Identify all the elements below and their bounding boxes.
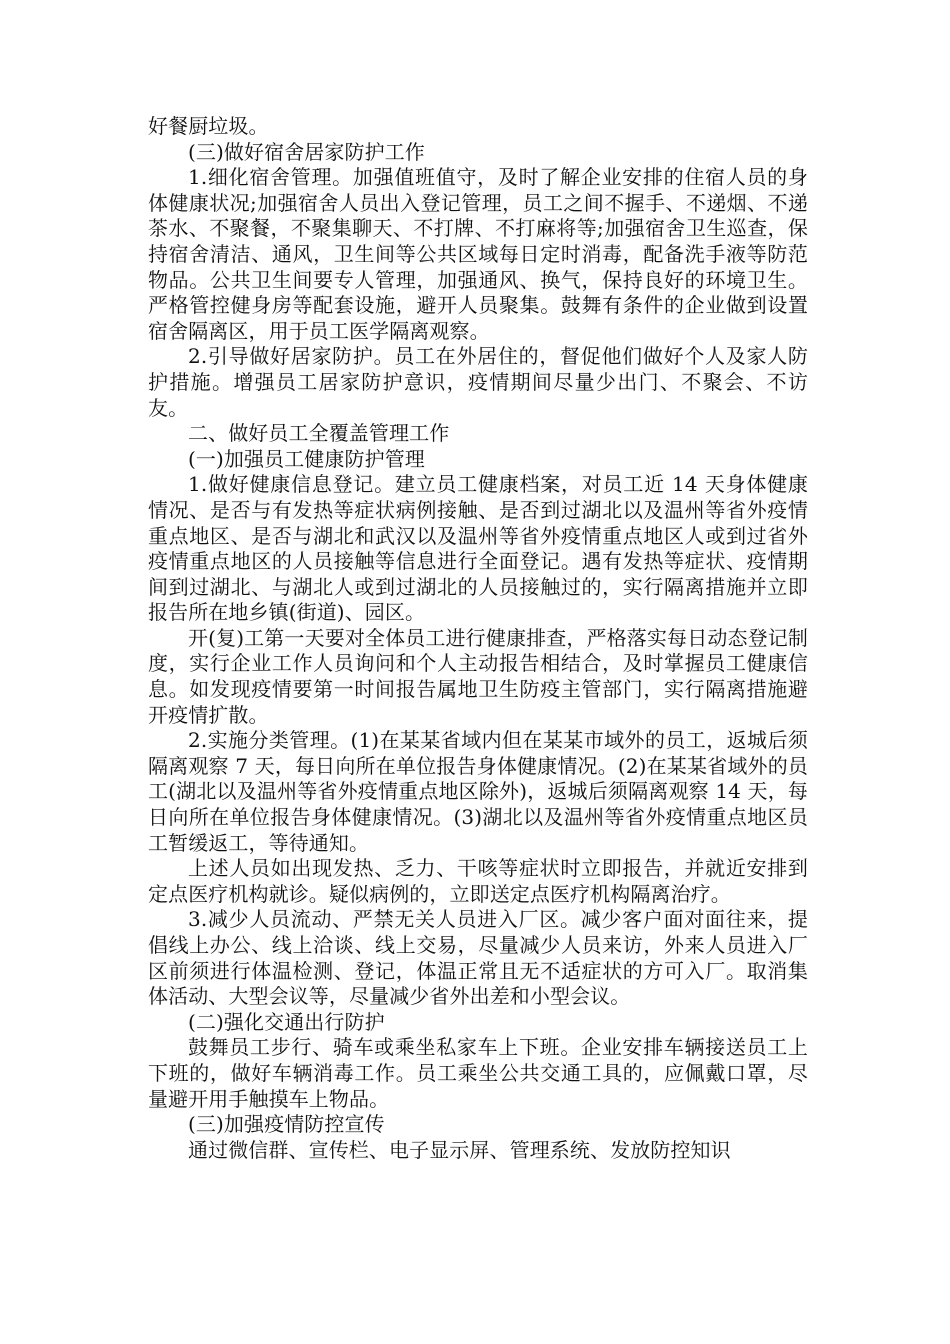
document-body: [148, 114, 808, 1163]
subsection-heading-health-protection: (一)加强员工健康防护管理: [188, 446, 425, 471]
paragraph-health-registration: 1.做好健康信息登记。建立员工健康档案，对员工近 14 天身体健康情况、是否与有发热等症状病例接触、是否到过湖北以及温州等省外疫情重点地区、是否与湖北和武汉以及温州等省外疫情重点地区人或到过省外疫情重点地区的人员接触等信息进行全面登记。遇有发热等症状、疫情期间到过湖北、与湖北人或到过湖北的人员接触过的，实行隔离措施并立即报告所在地乡镇(街道)、园区。: [148, 472, 808, 625]
section-heading-employee-management: 二、做好员工全覆盖管理工作: [188, 421, 450, 446]
paragraph-transport-protection: 鼓舞员工步行、骑车或乘坐私家车上下班。企业安排车辆接送员工上下班的，做好车辆消毒工作。员工乘坐公共交通工具的，应佩戴口罩，尽量避开用手触摸车上物品。: [148, 1035, 808, 1111]
paragraph-publicity: 通过微信群、宣传栏、电子显示屏、管理系统、发放防控知识: [188, 1137, 731, 1162]
paragraph-home-protection: 2.引导做好居家防护。员工在外居住的，督促他们做好个人及家人防护措施。增强员工居家防护意识，疫情期间尽量少出门、不聚会、不访友。: [148, 344, 808, 420]
paragraph-dormitory-management: 1.细化宿舍管理。加强值班值守，及时了解企业安排的住宿人员的身体健康状况;加强宿舍人员出入登记管理，员工之间不握手、不递烟、不递茶水、不聚餐，不聚集聊天、不打牌、不打麻将等;加强宿舍卫生巡查，保持宿舍清洁、通风，卫生间等公共区域每日定时消毒，配备洗手液等防范物品。公共卫生间要专人管理，加强通风、换气，保持良好的环境卫生。严格管控健身房等配套设施，避开人员聚集。鼓舞有条件的企业做到设置宿舍隔离区，用于员工医学隔离观察。: [148, 165, 808, 343]
paragraph-reduce-mobility: 3.减少人员流动、严禁无关人员进入厂区。减少客户面对面往来，提倡线上办公、线上洽谈、线上交易，尽量减少人员来访，外来人员进入厂区前须进行体温检测、登记，体温正常且无不适症状的方可入厂。取消集体活动、大型会议等，尽量减少省外出差和小型会议。: [148, 907, 808, 1009]
section-heading-dormitory: (三)做好宿舍居家防护工作: [188, 139, 425, 164]
subsection-heading-transport: (二)强化交通出行防护: [188, 1009, 385, 1034]
subsection-heading-publicity: (三)加强疫情防控宣传: [188, 1112, 385, 1137]
paragraph-symptom-reporting: 上述人员如出现发热、乏力、干咳等症状时立即报告，并就近安排到定点医疗机构就诊。疑似病例的，立即送定点医疗机构隔离治疗。: [148, 856, 808, 906]
paragraph-classified-management: 2.实施分类管理。(1)在某某省域内但在某某市域外的员工，返城后须隔离观察 7 天，每日向所在单位报告身体健康情况。(2)在某某省域外的员工(湖北以及温州等省外疫情重点地区除外)，返城后须隔离观察 14 天，每日向所在单位报告身体健康情况。(3)湖北以及温州等省外疫情重点地区员工暂缓返工，等待通知。: [148, 728, 808, 855]
paragraph-continuation: 好餐厨垃圾。: [148, 114, 269, 138]
paragraph-first-day-screening: 开(复)工第一天要对全体员工进行健康排查，严格落实每日动态登记制度，实行企业工作人员询问和个人主动报告相结合，及时掌握员工健康信息。如发现疫情要第一时间报告属地卫生防疫主管部门，实行隔离措施避开疫情扩散。: [148, 625, 808, 727]
